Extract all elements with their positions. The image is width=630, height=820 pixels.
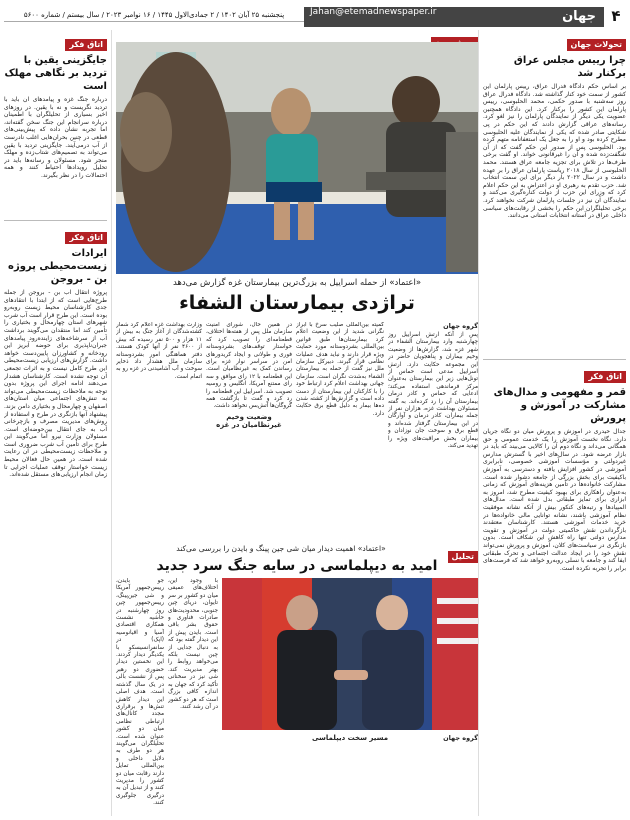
left-tag-2: اتاق فکر bbox=[65, 232, 107, 244]
lead-text-col-3 bbox=[206, 322, 292, 542]
lead-text-1: پس از آنکه ارتش اسراییل روز چهارشنبه وارد بیمارستان الشفاء در شهر غزه شد، گزارش‌ها از وضعیت وخیم بیماران و پناهجویان حاضر در این مجموعه حکایت دارد. ارتش اسراییل مدعی است حماس از تونل‌هایی زیر این بیمارستان به‌عنوان مرکز فرماندهی استفاده می‌کند؛ ادعایی که حماس و کادر درمان بیمارستان آن را رد کرده‌اند. به گفته مسئولان بهداشت غزه، هزاران نفر از جمله بیماران، کادر درمان و آوارگان در این بیمارستان گرفتار شده‌اند و قطع برق و سوخت جان نوزادان و بیماران بخش مراقبت‌های ویژه را تهدید می‌کند. bbox=[388, 332, 478, 450]
lead-text-2: کمیته بین‌المللی صلیب سرخ با ابراز نگرانی شدید از این وضعیت اعلام کرد بیمارستان‌ها طبق قوانین بین‌المللی بشردوستانه مورد حمایت ویژه قرار دارند و نباید هدف عملیات نظامی قرار گیرند. دبیرکل سازمان ملل نیز گفت از حمله به بیمارستان الشفاء به‌شدت نگران است. سازمان جهانی بهداشت اعلام کرد ارتباط خود را با کارکنان این بیمارستان از دست داده است و گزارش‌ها از کشته شدن ده‌ها بیمار به دلیل قطع برق حکایت دارد. bbox=[296, 322, 384, 417]
story-education-headline: قمر و مفهومی و مدال‌های مشارکت در آموزش و پرورش bbox=[493, 387, 626, 424]
hospital-photo-illustration bbox=[116, 42, 478, 274]
lead-text-3: در همین حال، شورای امنیت سازمان ملل پس از هفته‌ها اختلاف، قطعنامه‌ای را تصویب کرد که خواستار توقف‌های بشردوستانه فوری و طولانی و ایجاد کریدورهای امن در سراسر نوار غزه برای رساندن کمک به غیرنظامیان است. این قطعنامه با ۱۲ رای موافق و سه رای ممتنع آمریکا، انگلیس و روسیه تصویب شد. اسراییل این قطعنامه را رد کرد و گفت تا بازگشت همه گروگان‌ها آتش‌بس نخواهد داشت. bbox=[206, 322, 292, 410]
story-education-body: جدال حیدری در آموزش و پرورش میان دو نگاه جریان دارد. نگاه نخست آموزش را یک خدمت عمومی و حق همگانی می‌داند و نگاه دوم آن را کالایی می‌بیند که باید در بازار عرضه شود. در سال‌های اخیر با گسترش مدارس غیردولتی و مؤسسات آموزشی خصوصی، نابرابری آموزشی در کشور افزایش یافته و دسترسی به آموزش باکیفیت برای بخش بزرگی از جامعه دشوار شده است. مشارکت خانواده‌ها در تأمین هزینه‌های آموزش که زمانی به‌عنوان راهکاری برای بهبود کیفیت مطرح شد، امروز به ابزاری برای تمایز طبقاتی بدل شده است. مدال‌های المپیادها و رتبه‌های کنکور بیش از آنکه نشانه موفقیت نظام آموزشی باشند، نشانه توانایی مالی خانواده‌ها در خرید خدمات آموزشی هستند. کارشناسان معتقدند بازگرداندن نقش حاکمیتی دولت در آموزش و تقویت مدارس دولتی تنها راه کاهش این شکاف است. بدون بازنگری در سیاست‌های کلان، آموزش و پرورش نمی‌تواند نقش خود را در ایجاد عدالت اجتماعی و تحرک طبقاتی ایفا کند و جامعه با نسلی روبه‌رو خواهد شد که فرصت‌های برابر را تجربه نکرده است. bbox=[483, 428, 626, 572]
second-headline: امید به دیپلماسی در سایه جنگ سرد جدید bbox=[156, 558, 438, 574]
second-text-col-2 bbox=[168, 578, 218, 814]
section-title: جهان bbox=[562, 9, 596, 24]
second-byline: گروه جهان bbox=[443, 734, 478, 742]
section-title-bar bbox=[304, 7, 604, 27]
story-doubt-body: درباره جنگ غزه و پیامدهای آن باید با تردید نگریست و نه با یقین. در روزهای اخیر بسیاری از تحلیلگران با اطمینان درباره سرانجام این جنگ سخن گفته‌اند، اما تجربه نشان داده که پیش‌بینی‌های قطعی در چنین بحران‌هایی اغلب نادرست از آب درمی‌آیند. جایگزینی تردید با یقین می‌تواند به تصمیم‌های شتاب‌زده و مهلک منجر شود. مسئولان و رسانه‌ها باید در تحلیل رویدادها احتیاط کنند و همه احتمالات را در نظر بگیرند. bbox=[4, 96, 107, 179]
second-subhead: مسیر سخت دیپلماسی bbox=[311, 734, 389, 742]
story-environment-headline: ایرادات زیست‌محیطی پروژه بن - بروجن bbox=[8, 248, 107, 285]
handshake-photo-illustration bbox=[222, 578, 478, 730]
page-number: ۴ bbox=[611, 7, 621, 25]
second-text-under-photo bbox=[222, 734, 478, 814]
story-iraq-headline: چرا رییس مجلس عراق برکنار شد bbox=[513, 55, 626, 79]
story-iraq-body: بر اساس حکم دادگاه فدرال عراق، رییس پارلمان این کشور از سمت خود کنار گذاشته شد. دادگاه فدرال عراق روز سه‌شنبه با صدور حکمی، محمد الحلبوسی، رییس پارلمان این کشور را برکنار کرد. این دادگاه همچنین عضویت یکی دیگر از نمایندگان پارلمان را نیز لغو کرد. رسانه‌های عراقی گزارش دادند که این حکم در پی شکایتی صادر شده که یکی از نمایندگان علیه الحلبوسی مطرح کرده بود و او را به جعل یک استعفانامه متهم کرده بود. الحلبوسی پس از صدور این حکم گفت که از آن شگفت‌زده شده و آن را غیرقانونی خواند. او گفت برخی طرف‌ها در تلاش برای تجزیه جامعه عراق هستند. محمد الحلبوسی از سال ۲۰۱۸ ریاست پارلمان عراق را بر عهده داشت و در سال ۲۰۲۲ بار دیگر برای این سمت انتخاب شد. حزب تقدم به رهبری او در اعتراض به این حکم اعلام کرد که وزرای این حزب از دولت کناره‌گیری می‌کنند و نمایندگان آن نیز در جلسات پارلمان شرکت نخواهند کرد. برخی تحلیلگران این حکم را بخشی از رقابت‌های سیاسی داخلی عراق در آستانه انتخابات استانی می‌دانند. bbox=[483, 83, 626, 220]
second-text-1: جو بایدن، رییس‌جمهور آمریکا و شی جین‌پینگ، رییس‌جمهور چین روز چهارشنبه در حاشیه نشست همکاری اقتصادی آسیا و اقیانوسیه (اپک) در سانفرانسیسکو با یکدیگر دیدار کردند. این نخستین دیدار حضوری دو رهبر پس از نشست بالی در یک سال گذشته است. هدف اصلی این دیدار کاهش تنش‌ها و برقراری مجدد کانال‌های ارتباطی نظامی میان دو کشور عنوان شده است. تحلیلگران می‌گویند هر دو طرف به دلایل داخلی و بین‌المللی تمایل دارند رقابت میان دو کشور را مدیریت کنند و از تبدیل آن به درگیری جلوگیری کنند. bbox=[116, 578, 164, 807]
second-overline: «اعتماد» اهمیت دیدار میان شی جین پینگ و بایدن را بررسی می‌کند bbox=[176, 544, 386, 553]
story-environment-body: پروژه انتقال آب بن - بروجن از جمله طرح‌هایی است که از ابتدا با انتقادهای جدی کارشناسان محیط زیست روبه‌رو بوده است. این طرح قرار است آب شرب شهرهای استان چهارمحال و بختیاری را تأمین کند اما منتقدان می‌گویند برداشت آب از سرشاخه‌های زاینده‌رود پیامدهای جبران‌ناپذیری برای حوضه آبریز این رودخانه و کشاورزان پایین‌دست خواهد داشت. گزارش‌های ارزیابی زیست‌محیطی این طرح کامل نیست و به اثرات تجمعی آن توجه نشده است. کارشناسان هشدار می‌دهند ادامه اجرای این پروژه بدون توجه به ملاحظات زیست‌محیطی می‌تواند به تنش‌های اجتماعی میان استان‌های اصفهان و چهارمحال و بختیاری دامن بزند. پیشنهاد آنها بازنگری در طرح و استفاده از روش‌های مدیریت مصرف و بازچرخانی آب به جای انتقال بین‌حوضه‌ای است. مسئولان وزارت نیرو اما می‌گویند این طرح برای تأمین آب شرب ضروری است و ملاحظات زیست‌محیطی در آن رعایت شده است. در همین حال فعالان محیط زیست خواستار توقف عملیات اجرایی تا زمان انجام ارزیابی‌های مستقل شده‌اند. bbox=[4, 289, 107, 479]
second-text-2: با وجود این، اختلاف‌های عمیقی میان دو کشور بر سر تایوان، دریای چین جنوبی، محدودیت‌های صادرات فناوری و حقوق بشر باقی است. بایدن پیش از این دیدار گفته بود که به دنبال جدایی از چین نیست بلکه می‌خواهد روابط را بهتر مدیریت کند. شی نیز در سخنانی تأکید کرد که جهان به اندازه کافی بزرگ است که هر دو کشور در آن رشد کنند. bbox=[168, 578, 218, 710]
dateline: پنجشنبه ۲۵ آبان ۱۴۰۲ / ۲ جمادی‌الاول ۱۴۴۵ / ۱۶ نوامبر ۲۰۲۳ / سال بیستم / شماره ۵۶۰۰ bbox=[4, 8, 304, 22]
lead-subhead: وضعیت وخیم غیرنظامیان در غزه bbox=[216, 412, 282, 429]
center-mid-tag: تحلیل bbox=[448, 551, 478, 563]
section-email: Jahan@etemadnewspaper.ir bbox=[310, 7, 437, 17]
left-divider bbox=[4, 220, 107, 221]
lead-text-col-2 bbox=[296, 322, 384, 542]
masthead bbox=[4, 4, 626, 28]
lead-byline: گروه جهان bbox=[443, 322, 478, 330]
lead-headline: تراژدی بیمارستان الشفاء bbox=[179, 292, 415, 314]
center-column bbox=[116, 30, 478, 816]
gaza-hospital-photo bbox=[116, 42, 478, 274]
story-doubt-headline: جایگزینی یقین با تردید بر نگاهی مهلک است bbox=[4, 55, 107, 92]
lead-overline: «اعتماد» از حمله اسراییل به بزرگ‌ترین بیمارستان غزه گزارش می‌دهد bbox=[172, 278, 422, 288]
right-divider bbox=[483, 359, 626, 360]
lead-text-col-1 bbox=[388, 322, 478, 542]
left-column bbox=[4, 30, 112, 816]
right-tag-2: اتاق فکر bbox=[584, 371, 626, 383]
right-column bbox=[478, 30, 626, 816]
right-tag-1: تحولات جهان bbox=[567, 39, 626, 51]
left-tag-1: اتاق فکر bbox=[65, 39, 107, 51]
xi-biden-photo bbox=[222, 578, 478, 730]
lead-text-4: وزارت بهداشت غزه اعلام کرد شمار کشته‌شدگان از آغاز جنگ به بیش از ۱۱ هزار و ۵۰۰ نفر رسیده که بیش از ۴۶۰۰ نفر از آنها کودک هستند. دفتر هماهنگی امور بشردوستانه سازمان ملل هشدار داد ذخایر سوخت و آب آشامیدنی در غزه رو به اتمام است. bbox=[116, 322, 202, 380]
second-text-col-3 bbox=[116, 578, 164, 814]
lead-text-col-4 bbox=[116, 322, 202, 542]
